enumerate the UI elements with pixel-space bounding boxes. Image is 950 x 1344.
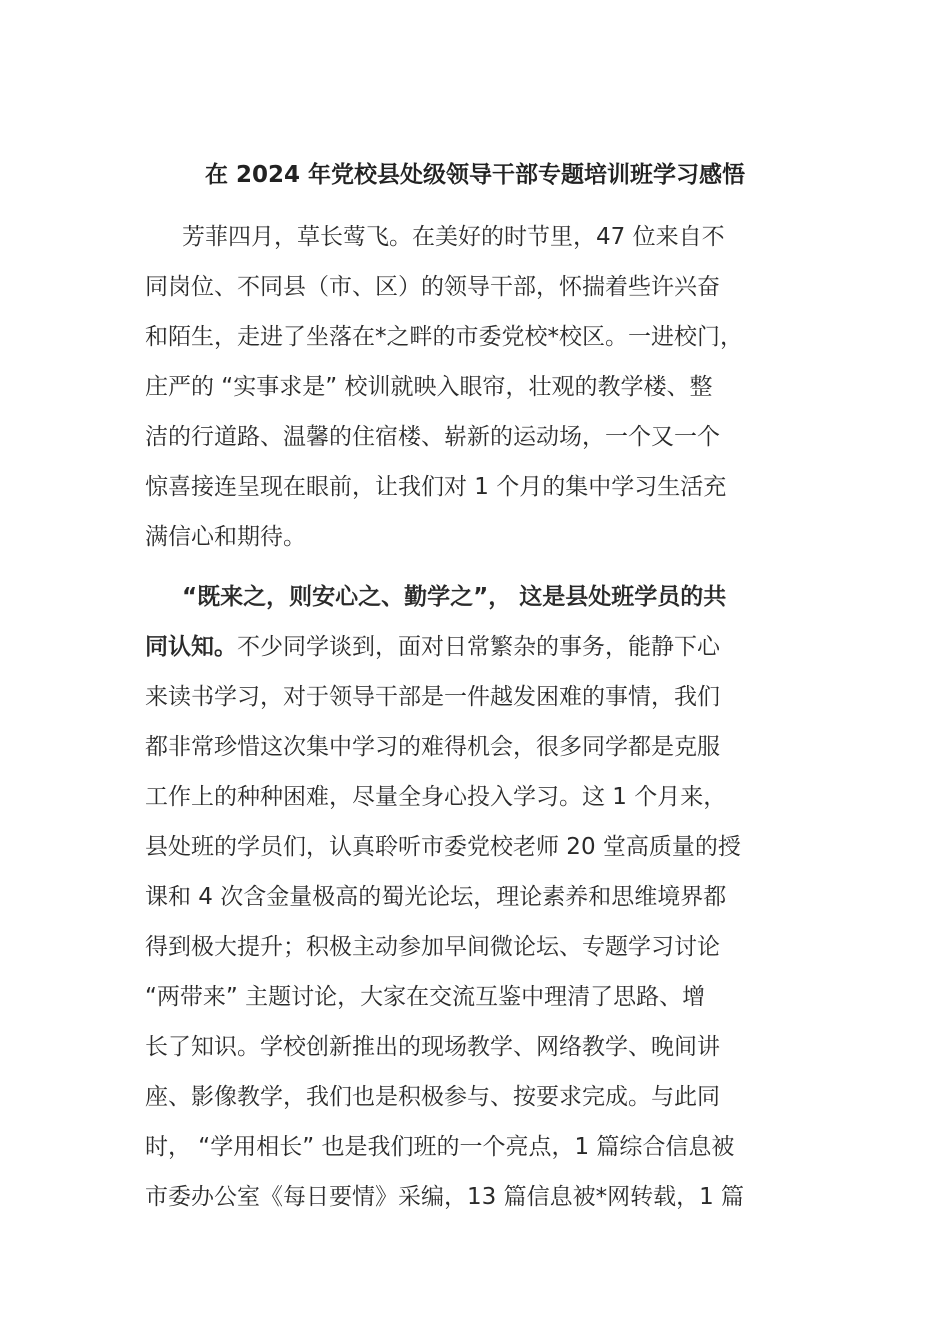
paragraph-line-mixed bbox=[145, 622, 810, 672]
paragraph-line: 洁的行道路、温馨的住宿楼、崭新的运动场，一个又一个 bbox=[145, 424, 720, 450]
paragraph-line: 课和 4 次含金量极高的蜀光论坛，理论素养和思维境界都 bbox=[145, 884, 727, 910]
paragraph-line: 长了知识。学校创新推出的现场教学、网络教学、晚间讲 bbox=[145, 1034, 720, 1060]
paragraph-line: 得到极大提升；积极主动参加早间微论坛、专题学习讨论 bbox=[145, 934, 720, 960]
paragraph-line: 来读书学习，对于领导干部是一件越发困难的事情，我们 bbox=[145, 684, 720, 710]
document-title: 在 2024 年党校县处级领导干部专题培训班学习感悟 bbox=[204, 162, 746, 188]
paragraph-1 bbox=[145, 212, 810, 562]
paragraph-line: 市委办公室《每日要情》采编，13 篇信息被*网转载，1 篇 bbox=[145, 1184, 745, 1210]
paragraph-bold-lead-end: 同认知。 bbox=[145, 634, 237, 660]
paragraph-line-rest: 不少同学谈到，面对日常繁杂的事务，能静下心 bbox=[237, 634, 720, 660]
paragraph-line: 同岗位、不同县（市、区）的领导干部，怀揣着些许兴奋 bbox=[145, 274, 720, 300]
paragraph-line: 座、影像教学，我们也是积极参与、按要求完成。与此同 bbox=[145, 1084, 720, 1110]
paragraph-line: 和陌生，走进了坐落在*之畔的市委党校*校区。一进校门， bbox=[145, 324, 743, 350]
paragraph-line: “两带来” 主题讨论，大家在交流互鉴中理清了思路、增 bbox=[145, 984, 706, 1010]
paragraph-line: 县处班的学员们，认真聆听市委党校老师 20 堂高质量的授 bbox=[145, 834, 741, 860]
paragraph-line: 庄严的 “实事求是” 校训就映入眼帘，壮观的教学楼、整 bbox=[145, 374, 713, 400]
paragraph-line: 惊喜接连呈现在眼前，让我们对 1 个月的集中学习生活充 bbox=[145, 474, 727, 500]
paragraph-2 bbox=[145, 572, 810, 1222]
paragraph-line: 满信心和期待。 bbox=[145, 524, 306, 550]
paragraph-line: 都非常珍惜这次集中学习的难得机会，很多同学都是克服 bbox=[145, 734, 720, 760]
paragraph-line: 芳菲四月，草长莺飞。在美好的时节里，47 位来自不 bbox=[182, 224, 725, 250]
paragraph-line: 时， “学用相长” 也是我们班的一个亮点，1 篇综合信息被 bbox=[145, 1134, 735, 1160]
paragraph-bold-lead: “既来之，则安心之、勤学之”， 这是县处班学员的共 bbox=[182, 584, 727, 610]
paragraph-line: 工作上的种种困难，尽量全身心投入学习。这 1 个月来， bbox=[145, 784, 727, 810]
